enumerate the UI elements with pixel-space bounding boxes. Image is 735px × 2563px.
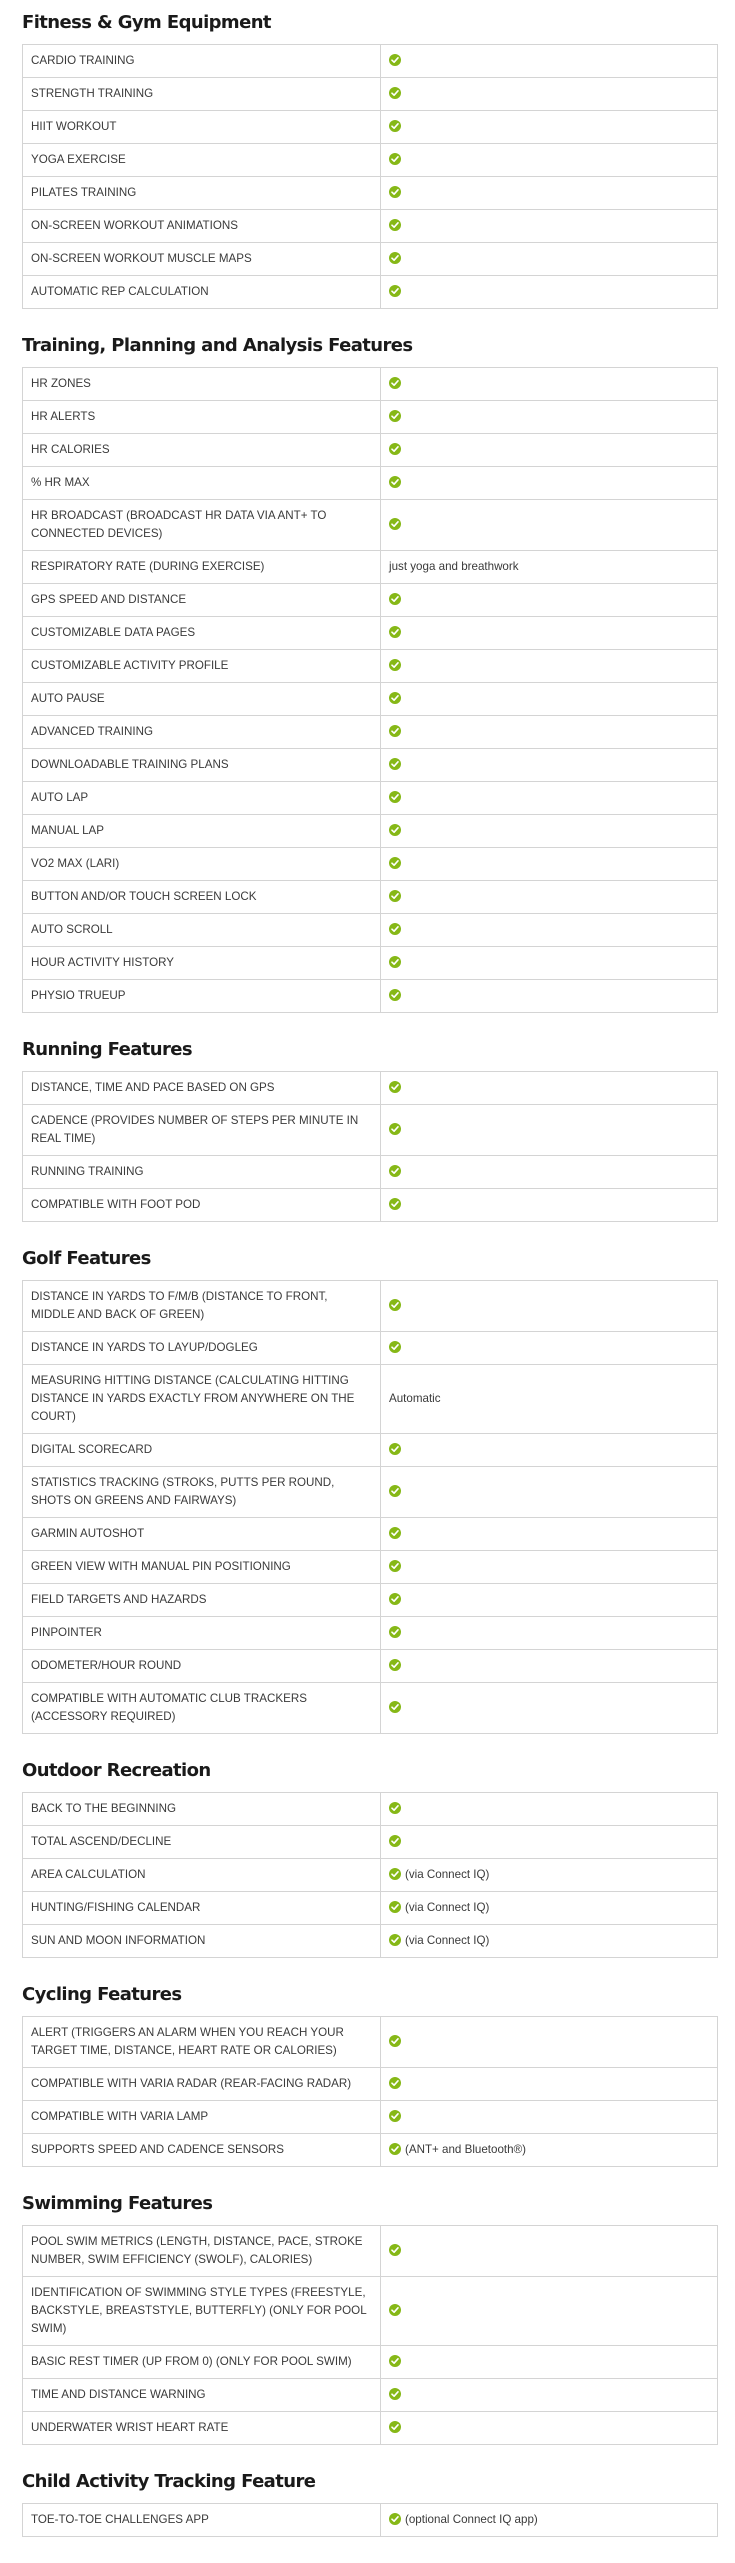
feature-value-text: (via Connect IQ) [405, 1901, 490, 1914]
feature-name: SUN AND MOON INFORMATION [23, 1925, 381, 1958]
feature-section [22, 12, 719, 309]
table-row [23, 1105, 718, 1156]
feature-name: CUSTOMIZABLE DATA PAGES [23, 617, 381, 650]
feature-value [381, 584, 718, 617]
table-row [23, 815, 718, 848]
feature-value [381, 914, 718, 947]
checkmark-icon [389, 285, 401, 297]
feature-name: MANUAL LAP [23, 815, 381, 848]
table-row [23, 177, 718, 210]
feature-value [381, 2346, 718, 2379]
feature-value-text: (via Connect IQ) [405, 1868, 490, 1881]
checkmark-icon [389, 824, 401, 836]
checkmark-icon [389, 1165, 401, 1177]
feature-name: AUTOMATIC REP CALCULATION [23, 276, 381, 309]
table-row [23, 1826, 718, 1859]
feature-value [381, 683, 718, 716]
feature-value [381, 1189, 718, 1222]
feature-section [22, 2193, 719, 2445]
feature-name: PILATES TRAINING [23, 177, 381, 210]
feature-name: DOWNLOADABLE TRAINING PLANS [23, 749, 381, 782]
table-row [23, 2068, 718, 2101]
table-row [23, 45, 718, 78]
feature-value-text: (ANT+ and Bluetooth®) [405, 2143, 526, 2156]
checkmark-icon [389, 890, 401, 902]
feature-value [381, 434, 718, 467]
feature-value [381, 2277, 718, 2346]
table-row [23, 2346, 718, 2379]
feature-name: RUNNING TRAINING [23, 1156, 381, 1189]
table-row [23, 1925, 718, 1958]
checkmark-icon [389, 443, 401, 455]
feature-value-text: Automatic [389, 1392, 441, 1405]
checkmark-icon [389, 1527, 401, 1539]
table-row [23, 1859, 718, 1892]
feature-name: BACK TO THE BEGINNING [23, 1793, 381, 1826]
section-title: Running Features [22, 1039, 192, 1060]
checkmark-icon [389, 1835, 401, 1847]
feature-name: BASIC REST TIMER (UP FROM 0) (ONLY FOR POOL SWIM) [23, 2346, 381, 2379]
feature-name: AUTO PAUSE [23, 683, 381, 716]
table-row [23, 782, 718, 815]
checkmark-icon [389, 153, 401, 165]
checkmark-icon [389, 857, 401, 869]
feature-value [381, 1859, 718, 1892]
feature-value [381, 2379, 718, 2412]
feature-section [22, 2471, 719, 2537]
feature-name: HIIT WORKOUT [23, 111, 381, 144]
checkmark-icon [389, 2304, 401, 2316]
table-row [23, 584, 718, 617]
checkmark-icon [389, 54, 401, 66]
checkmark-icon [389, 2513, 401, 2525]
checkmark-icon [389, 1802, 401, 1814]
checkmark-icon [389, 956, 401, 968]
feature-section [22, 1039, 719, 1222]
feature-name: VO2 MAX (LARI) [23, 848, 381, 881]
feature-name: ON-SCREEN WORKOUT ANIMATIONS [23, 210, 381, 243]
checkmark-icon [389, 252, 401, 264]
feature-value [381, 551, 718, 584]
feature-name: HR ZONES [23, 368, 381, 401]
feature-name: ODOMETER/HOUR ROUND [23, 1650, 381, 1683]
feature-table [22, 44, 718, 309]
feature-name: % HR MAX [23, 467, 381, 500]
feature-name: DISTANCE, TIME AND PACE BASED ON GPS [23, 1072, 381, 1105]
feature-value [381, 111, 718, 144]
feature-value [381, 749, 718, 782]
section-title: Training, Planning and Analysis Features [22, 335, 413, 356]
feature-value [381, 947, 718, 980]
feature-value [381, 1518, 718, 1551]
feature-name: POOL SWIM METRICS (LENGTH, DISTANCE, PACE, STROKE NUMBER, SWIM EFFICIENCY (SWOLF), CALORIES) [23, 2226, 381, 2277]
table-row [23, 1332, 718, 1365]
section-title: Cycling Features [22, 1984, 182, 2005]
feature-value [381, 401, 718, 434]
feature-value [381, 1793, 718, 1826]
checkmark-icon [389, 725, 401, 737]
checkmark-icon [389, 377, 401, 389]
checkmark-icon [389, 87, 401, 99]
feature-value [381, 1925, 718, 1958]
feature-value [381, 243, 718, 276]
feature-value [381, 980, 718, 1013]
table-row [23, 2412, 718, 2445]
table-row [23, 1518, 718, 1551]
feature-value [381, 1892, 718, 1925]
table-row [23, 650, 718, 683]
table-row [23, 78, 718, 111]
table-row [23, 1650, 718, 1683]
feature-value [381, 1365, 718, 1434]
checkmark-icon [389, 219, 401, 231]
feature-value [381, 1105, 718, 1156]
checkmark-icon [389, 659, 401, 671]
table-row [23, 1365, 718, 1434]
section-title: Swimming Features [22, 2193, 213, 2214]
table-row [23, 683, 718, 716]
checkmark-icon [389, 692, 401, 704]
table-row [23, 2379, 718, 2412]
feature-name: MEASURING HITTING DISTANCE (CALCULATING HITTING DISTANCE IN YARDS EXACTLY FROM ANYWHERE ON THE COURT) [23, 1365, 381, 1434]
checkmark-icon [389, 1626, 401, 1638]
feature-name: HR BROADCAST (BROADCAST HR DATA VIA ANT+ TO CONNECTED DEVICES) [23, 500, 381, 551]
feature-table [22, 2016, 718, 2167]
checkmark-icon [389, 120, 401, 132]
feature-value [381, 368, 718, 401]
feature-name: CADENCE (PROVIDES NUMBER OF STEPS PER MINUTE IN REAL TIME) [23, 1105, 381, 1156]
feature-name: HUNTING/FISHING CALENDAR [23, 1892, 381, 1925]
checkmark-icon [389, 1341, 401, 1353]
table-row [23, 1072, 718, 1105]
feature-table [22, 2503, 718, 2537]
feature-value [381, 617, 718, 650]
feature-value [381, 2504, 718, 2537]
feature-value [381, 1467, 718, 1518]
feature-value [381, 210, 718, 243]
feature-value [381, 2068, 718, 2101]
feature-name: CUSTOMIZABLE ACTIVITY PROFILE [23, 650, 381, 683]
feature-name: ON-SCREEN WORKOUT MUSCLE MAPS [23, 243, 381, 276]
table-row [23, 401, 718, 434]
table-row [23, 1793, 718, 1826]
feature-table [22, 1792, 718, 1958]
feature-name: COMPATIBLE WITH VARIA LAMP [23, 2101, 381, 2134]
feature-value [381, 1434, 718, 1467]
feature-name: RESPIRATORY RATE (DURING EXERCISE) [23, 551, 381, 584]
table-row [23, 716, 718, 749]
table-row [23, 2101, 718, 2134]
feature-name: SUPPORTS SPEED AND CADENCE SENSORS [23, 2134, 381, 2167]
feature-value [381, 1584, 718, 1617]
feature-table [22, 1280, 718, 1734]
feature-name: AUTO SCROLL [23, 914, 381, 947]
table-row [23, 434, 718, 467]
feature-value [381, 2226, 718, 2277]
feature-value [381, 782, 718, 815]
checkmark-icon [389, 518, 401, 530]
checkmark-icon [389, 410, 401, 422]
feature-name: YOGA EXERCISE [23, 144, 381, 177]
checkmark-icon [389, 758, 401, 770]
checkmark-icon [389, 1081, 401, 1093]
table-row [23, 1434, 718, 1467]
feature-name: AREA CALCULATION [23, 1859, 381, 1892]
checkmark-icon [389, 1299, 401, 1311]
feature-name: DIGITAL SCORECARD [23, 1434, 381, 1467]
table-row [23, 1467, 718, 1518]
table-row [23, 1892, 718, 1925]
feature-value [381, 1683, 718, 1734]
checkmark-icon [389, 1701, 401, 1713]
feature-name: HR CALORIES [23, 434, 381, 467]
checkmark-icon [389, 1123, 401, 1135]
checkmark-icon [389, 2035, 401, 2047]
feature-name: STRENGTH TRAINING [23, 78, 381, 111]
feature-value [381, 848, 718, 881]
feature-table [22, 367, 718, 1013]
feature-name: HOUR ACTIVITY HISTORY [23, 947, 381, 980]
feature-value [381, 650, 718, 683]
checkmark-icon [389, 2388, 401, 2400]
checkmark-icon [389, 1934, 401, 1946]
table-row [23, 2134, 718, 2167]
checkmark-icon [389, 476, 401, 488]
checkmark-icon [389, 2077, 401, 2089]
feature-name: CARDIO TRAINING [23, 45, 381, 78]
table-row [23, 1617, 718, 1650]
table-row [23, 980, 718, 1013]
table-row [23, 111, 718, 144]
feature-value [381, 1551, 718, 1584]
feature-value [381, 716, 718, 749]
feature-value [381, 1156, 718, 1189]
feature-name: BUTTON AND/OR TOUCH SCREEN LOCK [23, 881, 381, 914]
table-row [23, 1156, 718, 1189]
table-row [23, 551, 718, 584]
feature-section [22, 335, 719, 1013]
feature-name: DISTANCE IN YARDS TO F/M/B (DISTANCE TO FRONT, MIDDLE AND BACK OF GREEN) [23, 1281, 381, 1332]
feature-name: UNDERWATER WRIST HEART RATE [23, 2412, 381, 2445]
feature-name: TIME AND DISTANCE WARNING [23, 2379, 381, 2412]
table-row [23, 947, 718, 980]
table-row [23, 2017, 718, 2068]
feature-value [381, 45, 718, 78]
table-row [23, 749, 718, 782]
feature-value [381, 1332, 718, 1365]
table-row [23, 144, 718, 177]
checkmark-icon [389, 1659, 401, 1671]
table-row [23, 2226, 718, 2277]
feature-name: TOTAL ASCEND/DECLINE [23, 1826, 381, 1859]
table-row [23, 848, 718, 881]
table-row [23, 276, 718, 309]
feature-value [381, 2017, 718, 2068]
feature-name: IDENTIFICATION OF SWIMMING STYLE TYPES (FREESTYLE, BACKSTYLE, BREASTSTYLE, BUTTERFLY) (ONLY FOR POOL SWIM) [23, 2277, 381, 2346]
feature-value [381, 276, 718, 309]
table-row [23, 1281, 718, 1332]
feature-table [22, 1071, 718, 1222]
feature-name: DISTANCE IN YARDS TO LAYUP/DOGLEG [23, 1332, 381, 1365]
feature-value [381, 2134, 718, 2167]
checkmark-icon [389, 2244, 401, 2256]
section-title: Outdoor Recreation [22, 1760, 211, 1781]
section-title: Fitness & Gym Equipment [22, 12, 271, 33]
table-row [23, 881, 718, 914]
table-row [23, 210, 718, 243]
section-title: Golf Features [22, 1248, 151, 1269]
feature-section [22, 1248, 719, 1734]
table-row [23, 2504, 718, 2537]
feature-name: AUTO LAP [23, 782, 381, 815]
feature-name: GPS SPEED AND DISTANCE [23, 584, 381, 617]
feature-name: ADVANCED TRAINING [23, 716, 381, 749]
feature-value [381, 467, 718, 500]
feature-name: PHYSIO TRUEUP [23, 980, 381, 1013]
table-row [23, 243, 718, 276]
feature-value [381, 500, 718, 551]
checkmark-icon [389, 1485, 401, 1497]
feature-value [381, 1072, 718, 1105]
feature-name: ALERT (TRIGGERS AN ALARM WHEN YOU REACH YOUR TARGET TIME, DISTANCE, HEART RATE OR CALORIES) [23, 2017, 381, 2068]
checkmark-icon [389, 2421, 401, 2433]
table-row [23, 2277, 718, 2346]
checkmark-icon [389, 2355, 401, 2367]
feature-table [22, 2225, 718, 2445]
feature-value [381, 815, 718, 848]
checkmark-icon [389, 923, 401, 935]
feature-name: COMPATIBLE WITH VARIA RADAR (REAR-FACING RADAR) [23, 2068, 381, 2101]
table-row [23, 617, 718, 650]
checkmark-icon [389, 593, 401, 605]
feature-value [381, 2412, 718, 2445]
checkmark-icon [389, 626, 401, 638]
feature-name: STATISTICS TRACKING (STROKS, PUTTS PER ROUND, SHOTS ON GREENS AND FAIRWAYS) [23, 1467, 381, 1518]
table-row [23, 467, 718, 500]
feature-value [381, 1650, 718, 1683]
table-row [23, 368, 718, 401]
table-row [23, 1551, 718, 1584]
checkmark-icon [389, 2143, 401, 2155]
feature-value [381, 78, 718, 111]
checkmark-icon [389, 989, 401, 1001]
checkmark-icon [389, 1198, 401, 1210]
feature-value [381, 1281, 718, 1332]
feature-value [381, 2101, 718, 2134]
feature-name: PINPOINTER [23, 1617, 381, 1650]
feature-name: FIELD TARGETS AND HAZARDS [23, 1584, 381, 1617]
feature-value [381, 881, 718, 914]
checkmark-icon [389, 1443, 401, 1455]
table-row [23, 500, 718, 551]
feature-name: GREEN VIEW WITH MANUAL PIN POSITIONING [23, 1551, 381, 1584]
feature-value-text: (optional Connect IQ app) [405, 2513, 538, 2526]
feature-value [381, 1617, 718, 1650]
feature-value [381, 144, 718, 177]
checkmark-icon [389, 1868, 401, 1880]
feature-section [22, 1760, 719, 1958]
checkmark-icon [389, 1901, 401, 1913]
table-row [23, 1683, 718, 1734]
feature-value [381, 177, 718, 210]
feature-name: GARMIN AUTOSHOT [23, 1518, 381, 1551]
table-row [23, 1584, 718, 1617]
feature-value-text: just yoga and breathwork [389, 560, 519, 573]
feature-value [381, 1826, 718, 1859]
feature-section [22, 1984, 719, 2167]
checkmark-icon [389, 1560, 401, 1572]
checkmark-icon [389, 186, 401, 198]
section-title: Child Activity Tracking Feature [22, 2471, 316, 2492]
feature-name: TOE-TO-TOE CHALLENGES APP [23, 2504, 381, 2537]
table-row [23, 1189, 718, 1222]
checkmark-icon [389, 791, 401, 803]
feature-name: HR ALERTS [23, 401, 381, 434]
feature-value-text: (via Connect IQ) [405, 1934, 490, 1947]
feature-name: COMPATIBLE WITH FOOT POD [23, 1189, 381, 1222]
feature-name: COMPATIBLE WITH AUTOMATIC CLUB TRACKERS (ACCESSORY REQUIRED) [23, 1683, 381, 1734]
table-row [23, 914, 718, 947]
checkmark-icon [389, 1593, 401, 1605]
checkmark-icon [389, 2110, 401, 2122]
